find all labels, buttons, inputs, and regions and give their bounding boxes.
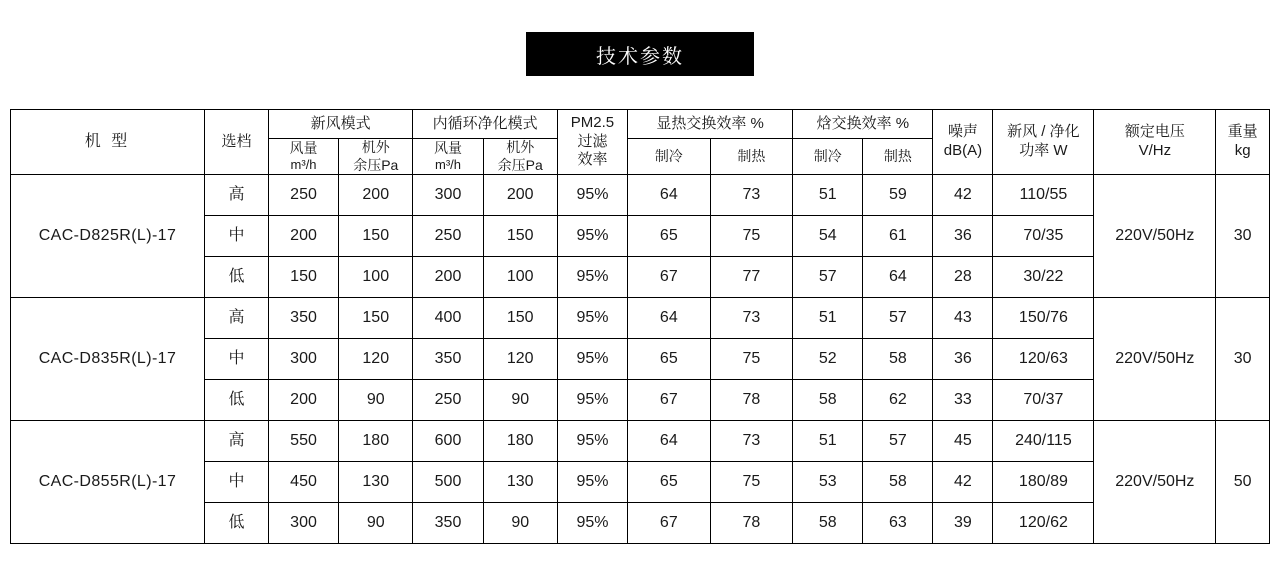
cell-noise: 42 xyxy=(933,462,993,503)
header-ic-airflow-unit: m³/h xyxy=(435,157,461,173)
cell-gear: 低 xyxy=(204,503,268,544)
header-fresh-air-mode: 新风模式 xyxy=(268,110,412,139)
cell-fa-airflow: 550 xyxy=(268,421,338,462)
cell-pm25: 95% xyxy=(557,462,627,503)
header-ic-static-pressure xyxy=(483,139,557,175)
cell-ic-airflow: 350 xyxy=(413,339,483,380)
cell-fa-pressure: 180 xyxy=(339,421,413,462)
cell-model: CAC-D825R(L)-17 xyxy=(11,175,205,298)
cell-ic-pressure: 200 xyxy=(483,175,557,216)
cell-noise: 42 xyxy=(933,175,993,216)
header-gear: 选档 xyxy=(204,110,268,175)
header-fa-sp-line1: 机外 xyxy=(361,139,390,155)
cell-noise: 39 xyxy=(933,503,993,544)
cell-sensible-heating: 73 xyxy=(710,175,793,216)
header-pm25-line2: 过滤 xyxy=(577,132,608,150)
header-power xyxy=(993,110,1094,175)
cell-voltage: 220V/50Hz xyxy=(1094,175,1216,298)
header-ic-sp-line1: 机外 xyxy=(506,139,535,155)
cell-sensible-heating: 75 xyxy=(710,339,793,380)
table-body xyxy=(11,175,1270,544)
cell-voltage: 220V/50Hz xyxy=(1094,421,1216,544)
cell-pm25: 95% xyxy=(557,339,627,380)
cell-enthalpy-cooling: 58 xyxy=(793,503,863,544)
cell-fa-airflow: 350 xyxy=(268,298,338,339)
cell-weight: 30 xyxy=(1216,175,1270,298)
cell-ic-airflow: 250 xyxy=(413,216,483,257)
cell-power: 110/55 xyxy=(993,175,1094,216)
header-noise xyxy=(933,110,993,175)
cell-enthalpy-heating: 62 xyxy=(863,380,933,421)
header-voltage-line1: 额定电压 xyxy=(1124,123,1185,141)
header-power-line1: 新风 / 净化 xyxy=(1007,123,1080,141)
cell-enthalpy-cooling: 51 xyxy=(793,298,863,339)
cell-enthalpy-cooling: 54 xyxy=(793,216,863,257)
cell-fa-pressure: 150 xyxy=(339,298,413,339)
spec-table xyxy=(10,109,1270,544)
cell-pm25: 95% xyxy=(557,298,627,339)
header-sensible-efficiency: 显热交换效率 % xyxy=(628,110,793,139)
cell-ic-pressure: 130 xyxy=(483,462,557,503)
header-row-1 xyxy=(11,110,1270,139)
header-sensible-cooling: 制冷 xyxy=(628,139,711,175)
cell-fa-pressure: 130 xyxy=(339,462,413,503)
cell-gear: 中 xyxy=(204,216,268,257)
header-fa-static-pressure xyxy=(339,139,413,175)
cell-enthalpy-heating: 64 xyxy=(863,257,933,298)
cell-sensible-heating: 78 xyxy=(710,503,793,544)
cell-power: 120/62 xyxy=(993,503,1094,544)
cell-model: CAC-D855R(L)-17 xyxy=(11,421,205,544)
header-fa-sp-line2: 余压Pa xyxy=(353,156,399,173)
cell-enthalpy-cooling: 51 xyxy=(793,421,863,462)
cell-ic-airflow: 250 xyxy=(413,380,483,421)
header-power-line2: 功率 W xyxy=(1019,142,1068,159)
cell-pm25: 95% xyxy=(557,175,627,216)
cell-power: 240/115 xyxy=(993,421,1094,462)
cell-ic-pressure: 180 xyxy=(483,421,557,462)
cell-fa-pressure: 120 xyxy=(339,339,413,380)
header-fa-airflow-unit: m³/h xyxy=(290,157,317,173)
table-row xyxy=(11,175,1270,216)
header-ic-sp-line2: 余压Pa xyxy=(497,156,543,173)
cell-power: 70/35 xyxy=(993,216,1094,257)
cell-ic-pressure: 150 xyxy=(483,298,557,339)
cell-enthalpy-heating: 59 xyxy=(863,175,933,216)
table-row xyxy=(11,298,1270,339)
cell-fa-airflow: 200 xyxy=(268,380,338,421)
cell-gear: 低 xyxy=(204,380,268,421)
cell-fa-airflow: 300 xyxy=(268,503,338,544)
cell-sensible-cooling: 64 xyxy=(628,298,711,339)
header-pm25-line3: 效率 xyxy=(577,151,608,169)
section-title-banner: 技术参数 xyxy=(526,32,754,76)
cell-noise: 33 xyxy=(933,380,993,421)
cell-ic-pressure: 150 xyxy=(483,216,557,257)
cell-sensible-cooling: 67 xyxy=(628,380,711,421)
cell-noise: 43 xyxy=(933,298,993,339)
header-fa-airflow xyxy=(268,139,338,175)
cell-sensible-heating: 73 xyxy=(710,421,793,462)
header-fa-airflow-label: 风量 xyxy=(289,139,318,156)
cell-ic-pressure: 90 xyxy=(483,503,557,544)
cell-weight: 50 xyxy=(1216,421,1270,544)
cell-sensible-cooling: 65 xyxy=(628,339,711,380)
cell-gear: 高 xyxy=(204,421,268,462)
cell-enthalpy-cooling: 52 xyxy=(793,339,863,380)
header-enthalpy-cooling: 制冷 xyxy=(793,139,863,175)
header-inner-cycle-mode: 内循环净化模式 xyxy=(413,110,557,139)
spec-table-container xyxy=(10,109,1270,544)
cell-enthalpy-cooling: 58 xyxy=(793,380,863,421)
cell-ic-airflow: 300 xyxy=(413,175,483,216)
header-pm25-line1: PM2.5 xyxy=(570,113,615,131)
cell-gear: 中 xyxy=(204,462,268,503)
cell-sensible-cooling: 65 xyxy=(628,216,711,257)
cell-enthalpy-heating: 57 xyxy=(863,298,933,339)
cell-fa-pressure: 200 xyxy=(339,175,413,216)
cell-ic-pressure: 120 xyxy=(483,339,557,380)
cell-fa-pressure: 90 xyxy=(339,380,413,421)
cell-sensible-heating: 78 xyxy=(710,380,793,421)
table-row xyxy=(11,421,1270,462)
cell-gear: 低 xyxy=(204,257,268,298)
cell-sensible-cooling: 64 xyxy=(628,421,711,462)
cell-ic-airflow: 500 xyxy=(413,462,483,503)
header-sensible-heating: 制热 xyxy=(710,139,793,175)
header-voltage xyxy=(1094,110,1216,175)
cell-power: 180/89 xyxy=(993,462,1094,503)
cell-pm25: 95% xyxy=(557,380,627,421)
header-model: 机 型 xyxy=(11,110,205,175)
cell-model: CAC-D835R(L)-17 xyxy=(11,298,205,421)
header-noise-line2: dB(A) xyxy=(943,142,983,159)
cell-power: 70/37 xyxy=(993,380,1094,421)
cell-fa-pressure: 150 xyxy=(339,216,413,257)
cell-enthalpy-heating: 57 xyxy=(863,421,933,462)
cell-sensible-heating: 75 xyxy=(710,462,793,503)
header-weight-line1: 重量 xyxy=(1227,123,1258,141)
cell-gear: 高 xyxy=(204,298,268,339)
cell-ic-pressure: 90 xyxy=(483,380,557,421)
header-enthalpy-efficiency: 焓交换效率 % xyxy=(793,110,933,139)
cell-fa-airflow: 200 xyxy=(268,216,338,257)
cell-power: 150/76 xyxy=(993,298,1094,339)
cell-enthalpy-cooling: 51 xyxy=(793,175,863,216)
cell-fa-airflow: 250 xyxy=(268,175,338,216)
cell-weight: 30 xyxy=(1216,298,1270,421)
header-ic-airflow-label: 风量 xyxy=(434,139,462,156)
cell-enthalpy-cooling: 57 xyxy=(793,257,863,298)
cell-enthalpy-heating: 63 xyxy=(863,503,933,544)
cell-sensible-heating: 77 xyxy=(710,257,793,298)
cell-noise: 45 xyxy=(933,421,993,462)
cell-ic-pressure: 100 xyxy=(483,257,557,298)
cell-enthalpy-cooling: 53 xyxy=(793,462,863,503)
cell-fa-airflow: 300 xyxy=(268,339,338,380)
cell-fa-airflow: 150 xyxy=(268,257,338,298)
cell-sensible-cooling: 67 xyxy=(628,503,711,544)
cell-sensible-cooling: 67 xyxy=(628,257,711,298)
cell-pm25: 95% xyxy=(557,503,627,544)
cell-sensible-cooling: 64 xyxy=(628,175,711,216)
cell-power: 30/22 xyxy=(993,257,1094,298)
header-ic-airflow xyxy=(413,139,483,175)
cell-ic-airflow: 200 xyxy=(413,257,483,298)
cell-pm25: 95% xyxy=(557,421,627,462)
header-noise-line1: 噪声 xyxy=(947,123,978,141)
header-weight-line2: kg xyxy=(1234,142,1251,159)
cell-sensible-heating: 75 xyxy=(710,216,793,257)
cell-noise: 36 xyxy=(933,216,993,257)
cell-enthalpy-heating: 61 xyxy=(863,216,933,257)
cell-power: 120/63 xyxy=(993,339,1094,380)
cell-sensible-cooling: 65 xyxy=(628,462,711,503)
cell-enthalpy-heating: 58 xyxy=(863,462,933,503)
cell-pm25: 95% xyxy=(557,257,627,298)
cell-gear: 高 xyxy=(204,175,268,216)
header-voltage-line2: V/Hz xyxy=(1138,142,1172,159)
cell-noise: 28 xyxy=(933,257,993,298)
header-enthalpy-heating: 制热 xyxy=(863,139,933,175)
title-area xyxy=(0,0,1280,76)
header-pm25 xyxy=(557,110,627,175)
cell-pm25: 95% xyxy=(557,216,627,257)
cell-noise: 36 xyxy=(933,339,993,380)
cell-ic-airflow: 400 xyxy=(413,298,483,339)
cell-enthalpy-heating: 58 xyxy=(863,339,933,380)
cell-sensible-heating: 73 xyxy=(710,298,793,339)
cell-fa-airflow: 450 xyxy=(268,462,338,503)
cell-fa-pressure: 100 xyxy=(339,257,413,298)
cell-gear: 中 xyxy=(204,339,268,380)
cell-fa-pressure: 90 xyxy=(339,503,413,544)
cell-ic-airflow: 600 xyxy=(413,421,483,462)
header-weight xyxy=(1216,110,1270,175)
cell-ic-airflow: 350 xyxy=(413,503,483,544)
table-header xyxy=(11,110,1270,175)
cell-voltage: 220V/50Hz xyxy=(1094,298,1216,421)
